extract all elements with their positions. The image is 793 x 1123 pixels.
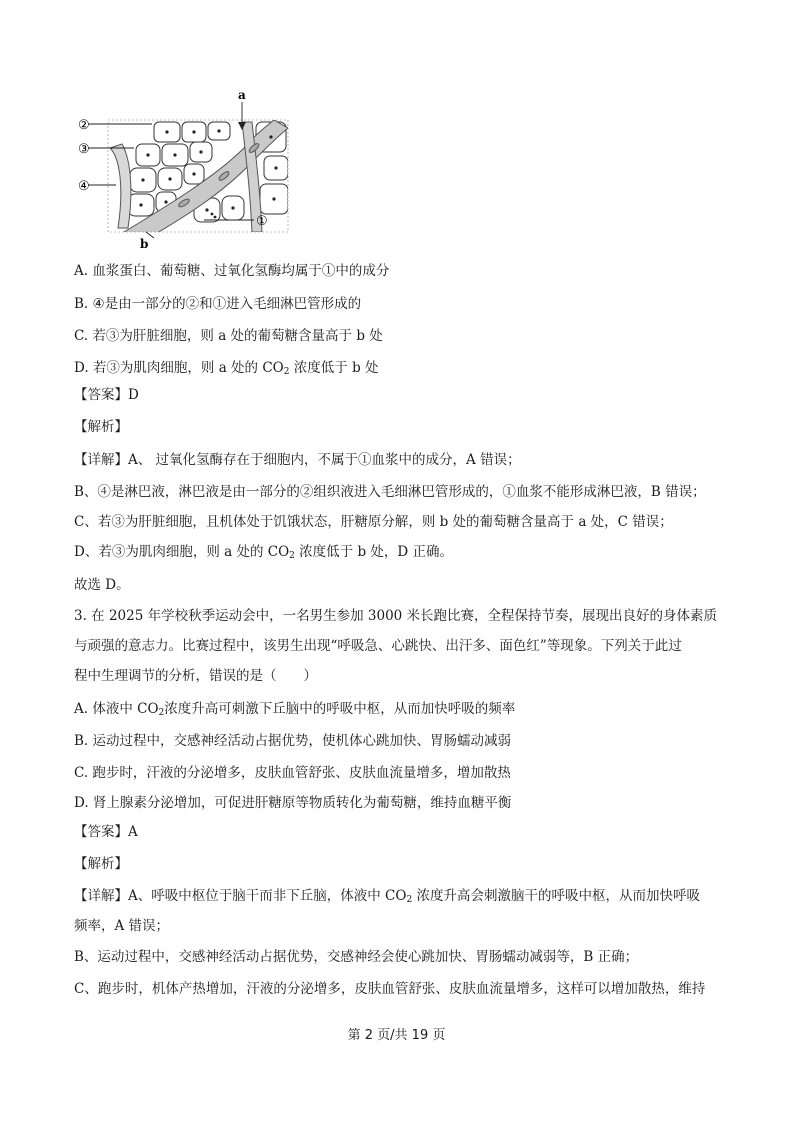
q3-detail-c: C、跑步时，机体产热增加，汗液的分泌增多，皮肤血管舒张、皮肤血流量增多，这样可以增加散热，维持 bbox=[74, 981, 706, 997]
tissue-diagram-svg bbox=[74, 88, 294, 250]
q3-stem-line-2: 与顽强的意志力。比赛过程中，该男生出现“呼吸急、心跳快、出汗多、面色红”等现象。下列关于此过 bbox=[74, 638, 682, 654]
q3-answer: 【答案】A bbox=[74, 824, 138, 840]
q3-stem-line-1: 3. 在 2025 年学校秋季运动会中，一名男生参加 3000 米长跑比赛，全程保持节奏，展现出良好的身体素质 bbox=[74, 608, 718, 624]
label-circle-3: ③ bbox=[78, 142, 90, 157]
q3-option-d: D. 肾上腺素分泌增加，可促进肝糖原等物质转化为葡萄糖，维持血糖平衡 bbox=[74, 795, 512, 811]
q3-detail-b: B、运动过程中，交感神经活动占据优势，交感神经会使心跳加快、胃肠蠕动减弱等，B 正确； bbox=[74, 949, 639, 965]
q3-option-a-text-post: 浓度升高可刺激下丘脑中的呼吸中枢，从而加快呼吸的频率 bbox=[164, 701, 516, 717]
q2-detail-d-text: D、若③为肌肉细胞，则 a 处的 CO bbox=[74, 544, 290, 560]
q2-conclusion: 故选 D。 bbox=[74, 577, 130, 593]
q2-detail-d-text-post: 浓度低于 b 处，D 正确。 bbox=[294, 544, 454, 560]
q2-answer: 【答案】D bbox=[74, 387, 139, 403]
q2-detail-a: 【详解】A、 过氧化氢酶存在于细胞内，不属于①血浆中的成分，A 错误； bbox=[74, 452, 521, 468]
q2-option-c bbox=[74, 327, 383, 345]
q3-detail-a bbox=[74, 887, 700, 909]
label-circle-4: ④ bbox=[78, 179, 90, 194]
q3-detail-a-text-post: 浓度升高会刺激脑干的呼吸中枢，从而加快呼吸 bbox=[412, 888, 700, 904]
label-a: a bbox=[238, 88, 246, 102]
lymph-capillary bbox=[110, 144, 131, 228]
q3-detail-a-cont: 频率，A 错误； bbox=[74, 918, 170, 934]
q3-option-a-text: A. 体液中 CO bbox=[74, 701, 159, 717]
page-footer: 第 2 页/共 19 页 bbox=[347, 1028, 446, 1043]
q3-detail-a-text: 【详解】A、呼吸中枢位于脑干而非下丘脑，体液中 CO bbox=[74, 888, 407, 904]
q2-option-a bbox=[74, 262, 389, 280]
q2-option-a-text: A. 血浆蛋白、葡萄糖、过氧化氢酶均属于①中的成分 bbox=[74, 263, 390, 279]
q3-stem-line-3: 程中生理调节的分析，错误的是（ ） bbox=[74, 668, 317, 684]
q2-detail-d bbox=[74, 543, 453, 565]
subscript: 2 bbox=[406, 895, 413, 905]
q2-option-b bbox=[74, 295, 361, 313]
q2-option-c-text: C. 若③为肝脏细胞，则 a 处的葡萄糖含量高于 b 处 bbox=[74, 328, 383, 344]
subscript: 2 bbox=[289, 551, 295, 561]
label-circle-2: ② bbox=[78, 118, 90, 133]
q2-detail-b: B、④是淋巴液，淋巴液是由一部分的②组织液进入毛细淋巴管形成的，①血浆不能形成淋巴液，B 错误； bbox=[74, 484, 706, 500]
q2-option-d-text-post: 浓度低于 b 处 bbox=[289, 360, 379, 376]
q3-option-c: C. 跑步时，汗液的分泌增多，皮肤血管舒张、皮肤血流量增多，增加散热 bbox=[74, 765, 511, 781]
q3-analysis-heading: 【解析】 bbox=[74, 856, 128, 872]
q3-option-b: B. 运动过程中，交感神经活动占据优势，使机体心跳加快、胃肠蠕动减弱 bbox=[74, 733, 512, 749]
label-b: b bbox=[140, 237, 149, 250]
q2-analysis-heading: 【解析】 bbox=[74, 419, 128, 435]
subscript: 2 bbox=[283, 367, 290, 377]
tissue-diagram bbox=[74, 88, 294, 250]
q3-option-a bbox=[74, 700, 515, 722]
subscript: 2 bbox=[158, 708, 165, 718]
q2-option-d-text: D. 若③为肌肉细胞，则 a 处的 CO bbox=[74, 360, 284, 376]
q2-detail-c: C、若③为肝脏细胞，且机体处于饥饿状态，肝糖原分解，则 b 处的葡萄糖含量高于 a 处，C 错误； bbox=[74, 514, 673, 530]
label-circle-1: ① bbox=[256, 214, 268, 229]
q2-option-d bbox=[74, 359, 379, 381]
q2-option-b-text: B. ④是由一部分的②和①进入毛细淋巴管形成的 bbox=[74, 296, 362, 312]
